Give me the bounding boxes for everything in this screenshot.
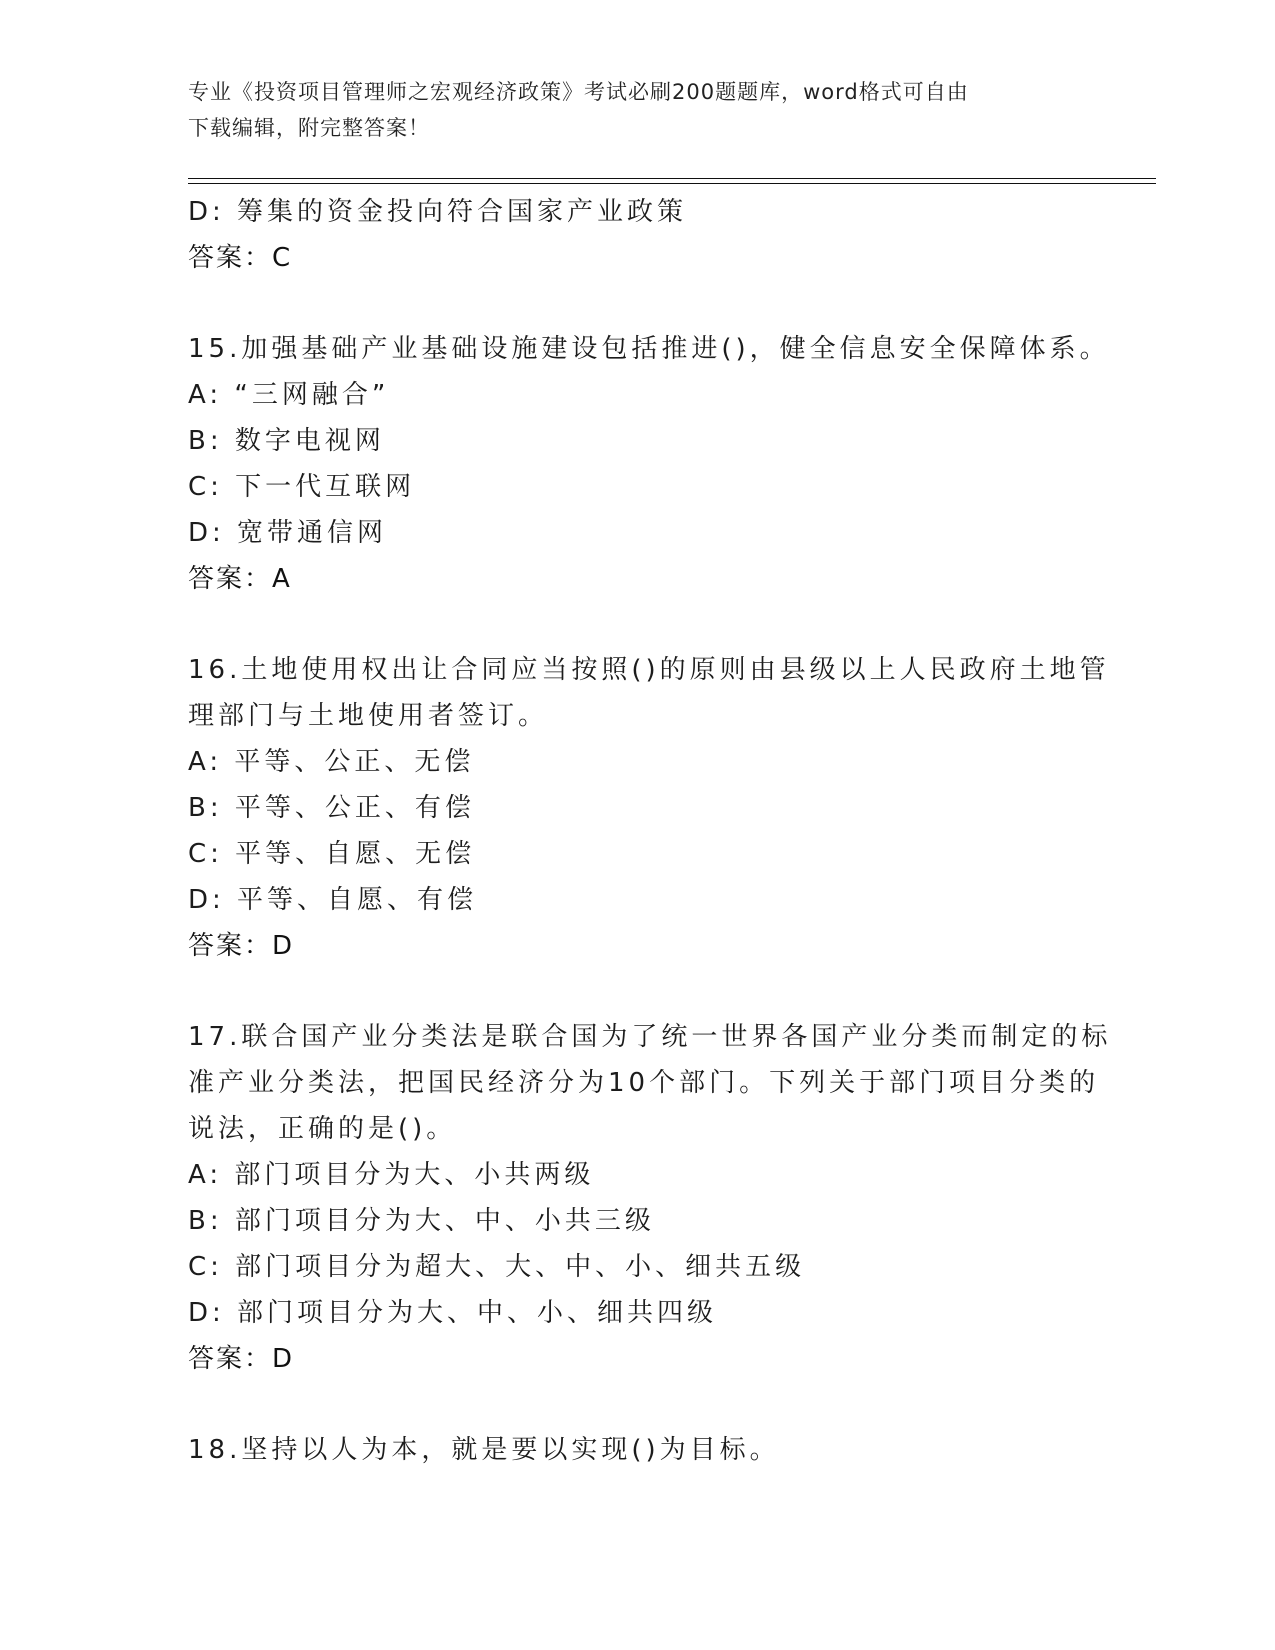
- option-d: D: 部门项目分为大、中、小、细共四级: [188, 1298, 718, 1328]
- question-block-16: [188, 647, 1110, 969]
- question-block-18: [188, 1427, 1088, 1473]
- spacer: [188, 969, 1088, 1014]
- question-text-line-1: 17.联合国产业分类法是联合国为了统一世界各国产业分类而制定的标: [188, 1022, 1112, 1052]
- document-header: [188, 74, 1088, 146]
- question-list: [188, 189, 1112, 1473]
- option-d: D: 筹集的资金投向符合国家产业政策: [188, 197, 688, 227]
- question-block-14: [188, 189, 1088, 281]
- header-divider-bottom: [188, 183, 1156, 184]
- question-text-line-2: 准产业分类法，把国民经济分为10个部门。下列关于部门项目分类的: [188, 1068, 1100, 1098]
- option-c: C: 部门项目分为超大、大、中、小、细共五级: [188, 1252, 806, 1282]
- option-b: B: 平等、公正、有偿: [188, 793, 475, 823]
- option-c: C: 平等、自愿、无偿: [188, 839, 476, 869]
- question-text: 15.加强基础产业基础设施建设包括推进()，健全信息安全保障体系。: [188, 334, 1110, 364]
- header-line-1: 专业《投资项目管理师之宏观经济政策》考试必刷200题题库，word格式可自由: [188, 80, 969, 104]
- spacer: [188, 281, 1088, 326]
- option-b: B: 数字电视网: [188, 426, 385, 456]
- question-block-15: [188, 326, 1110, 602]
- question-block-17: [188, 1014, 1112, 1382]
- header-divider-top: [188, 178, 1156, 179]
- option-a: A: 部门项目分为大、小共两级: [188, 1160, 595, 1190]
- option-b: B: 部门项目分为大、中、小共三级: [188, 1206, 655, 1236]
- answer-line: 答案：D: [188, 931, 295, 961]
- header-line-2: 下载编辑，附完整答案！: [188, 116, 430, 140]
- option-d: D: 平等、自愿、有偿: [188, 885, 478, 915]
- answer-line: 答案：D: [188, 1344, 295, 1374]
- answer-line: 答案：A: [188, 564, 292, 594]
- question-text-line-2: 理部门与土地使用者签订。: [188, 701, 549, 731]
- answer-line: 答案：C: [188, 243, 293, 273]
- option-a: A: 平等、公正、无偿: [188, 747, 475, 777]
- question-text: 18.坚持以人为本，就是要以实现()为目标。: [188, 1435, 780, 1465]
- option-d: D: 宽带通信网: [188, 518, 388, 548]
- spacer: [188, 1382, 1088, 1427]
- option-c: C: 下一代互联网: [188, 472, 416, 502]
- option-a: A: “三网融合”: [188, 380, 390, 410]
- spacer: [188, 602, 1088, 647]
- question-text-line-1: 16.土地使用权出让合同应当按照()的原则由县级以上人民政府土地管: [188, 655, 1110, 685]
- question-text-line-3: 说法，正确的是()。: [188, 1114, 457, 1144]
